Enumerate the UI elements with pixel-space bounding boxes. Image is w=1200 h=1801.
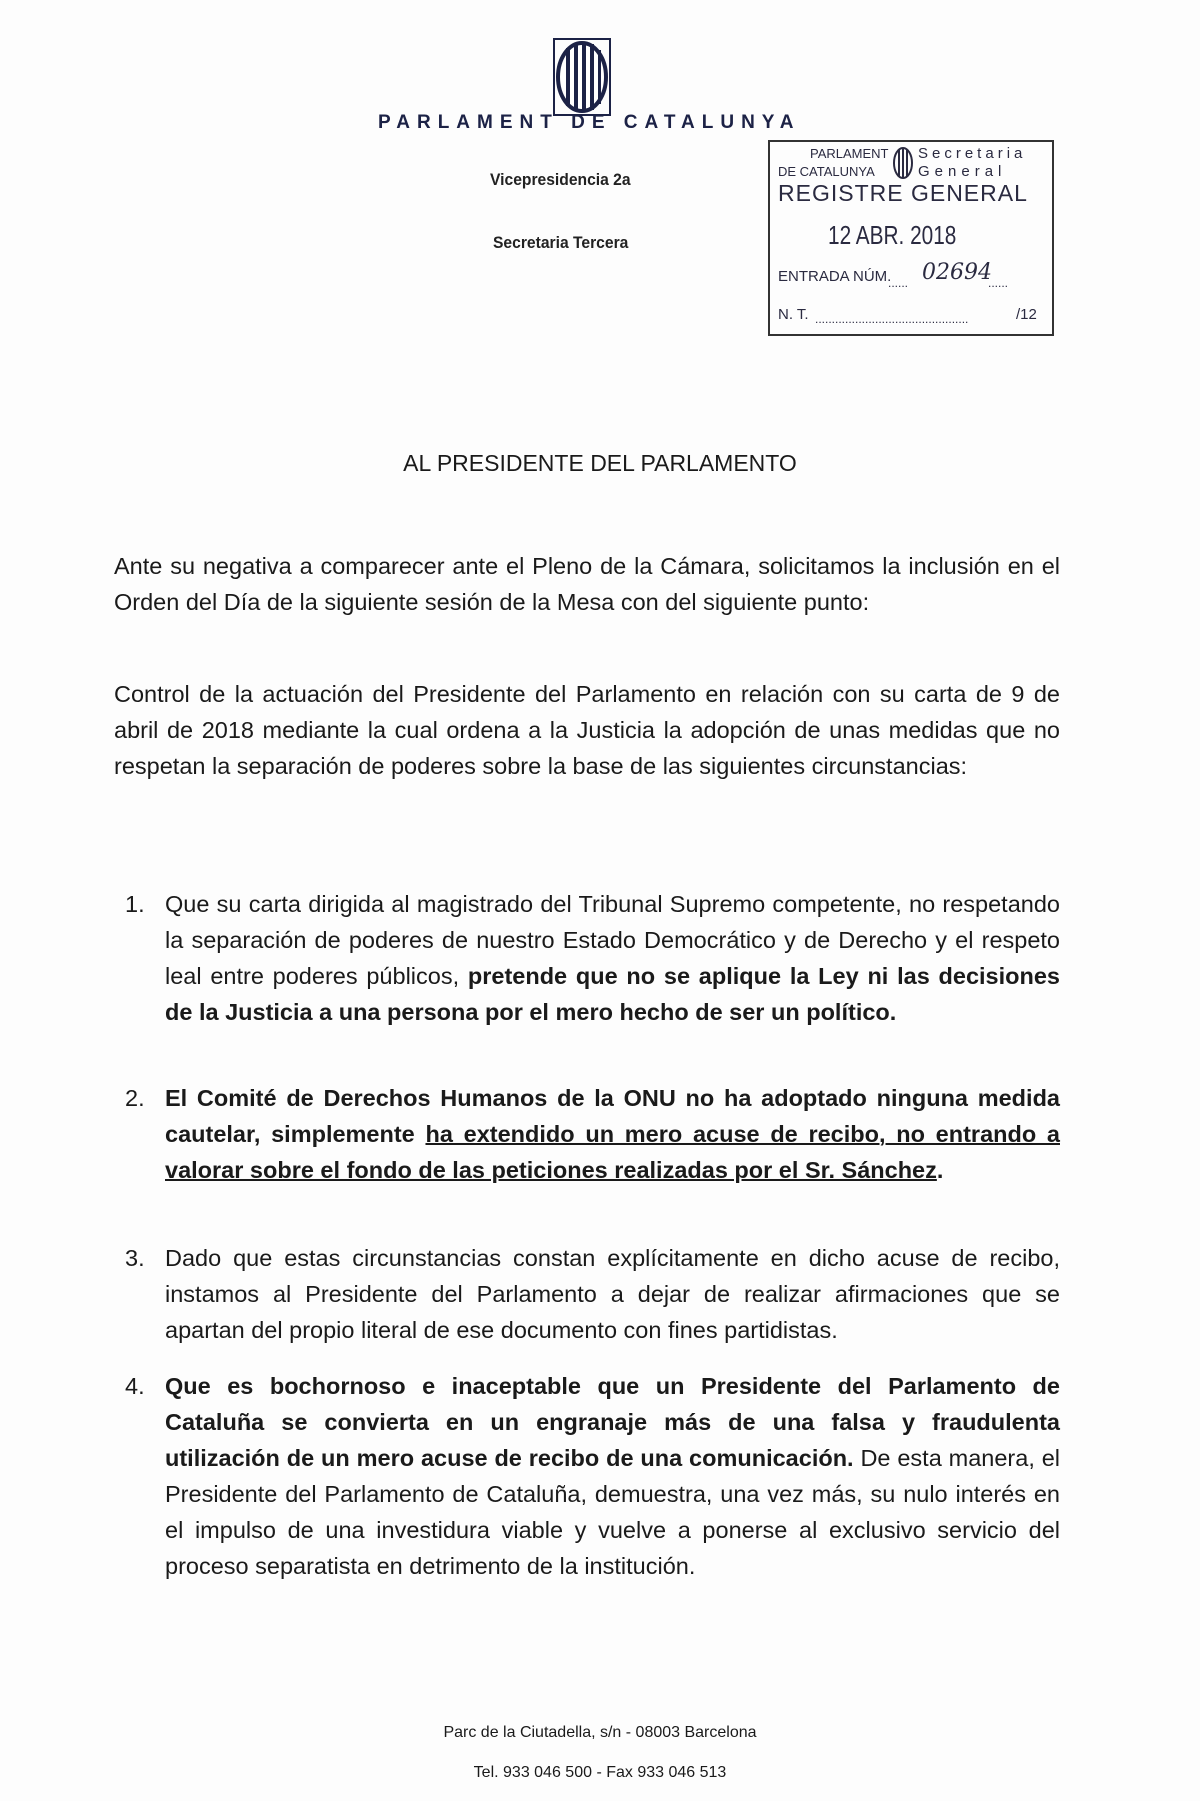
stamp-date: 12 ABR. 2018 xyxy=(828,220,957,250)
item-number: 1. xyxy=(125,891,145,917)
item-underlined-text: ha extendido un mero acuse de recibo, no entrando a valorar sobre el fondo de las peticiones realizadas por el Sr. Sánchez xyxy=(165,1121,1060,1183)
list-item xyxy=(125,886,1060,1030)
item-bold-text: Que es bochornoso e inaceptable que un Presidente del Parlamento de Cataluña se convierta en un engranaje más de una falsa y fraudulenta utilización de un mero acuse de recibo de una comunicación. xyxy=(165,1373,1060,1471)
organization-name: PARLAMENT DE CATALUNYA xyxy=(378,112,801,133)
item-number: 3. xyxy=(125,1245,145,1271)
subject-paragraph: Control de la actuación del Presidente del Parlamento en relación con su carta de 9 de abril de 2018 mediante la cual ordena a la Justicia la adopción de unas medidas que no respetan la separación de poderes sobre la base de las siguientes circunstancias: xyxy=(114,681,1060,779)
stamp-org-line2: DE CATALUNYA xyxy=(778,164,875,179)
stamp-nt-suffix: /12 xyxy=(1016,306,1037,323)
item-text: Dado que estas circunstancias constan explícitamente en dicho acuse de recibo, instamos al Presidente del Parlamento a dejar de realizar afirmaciones que se apartan del propio literal de ese documento con fines partidistas. xyxy=(165,1245,1060,1343)
stamp-org-line1: PARLAMENT xyxy=(810,146,889,161)
item-text: Que su carta dirigida al magistrado del Tribunal Supremo competente, no respetando la separación de poderes de nuestro Estado Democrático y de Derecho y el respeto leal entre poderes públicos, xyxy=(165,891,1060,989)
stamp-sec-line1: Secretaria xyxy=(918,145,1027,162)
stamp-logo-icon xyxy=(892,146,914,180)
stamp-nt-label: N. T. xyxy=(778,306,809,323)
department-vicepresidencia: Vicepresidencia 2a xyxy=(490,170,631,189)
list-item xyxy=(125,1080,1060,1188)
registry-stamp: PARLAMENT DE CATALUNYA Secretaria General REGISTRE GENERAL 12 ABR. 2018 ENTRADA NÚM. ...... 02694 ...... N. T. .............................................. /12 xyxy=(768,140,1054,336)
list-item xyxy=(125,1240,1060,1348)
item-number: 2. xyxy=(125,1085,145,1111)
stamp-sec-line2: General xyxy=(918,163,1007,180)
department-secretaria: Secretaria Tercera xyxy=(493,233,629,252)
footer-phone: Tel. 933 046 500 - Fax 933 046 513 xyxy=(473,1764,727,1781)
stamp-entry-label: ENTRADA NÚM. xyxy=(778,268,892,285)
footer-address: Parc de la Ciutadella, s/n - 08003 Barcelona xyxy=(443,1724,757,1741)
item-end: . xyxy=(936,1157,944,1183)
item-number: 4. xyxy=(125,1373,145,1399)
intro-paragraph: Ante su negativa a comparecer ante el Pleno de la Cámara, solicitamos la inclusión en el Orden del Día de la siguiente sesión de la Mesa con del siguiente punto: xyxy=(114,553,1060,615)
list-item xyxy=(125,1368,1061,1584)
parliament-logo xyxy=(553,38,611,116)
item-text: De esta manera, el Presidente del Parlamento de Cataluña, demuestra, una vez más, su nulo interés en el impulso de una investidura viable y vuelve a ponerse al exclusivo servicio del proceso separatista en detrimento de la institución. xyxy=(165,1445,1061,1579)
item-bold-text: pretende que no se aplique la Ley ni las decisiones de la Justicia a una persona por el mero hecho de ser un político. xyxy=(165,963,1060,1025)
item-bold-text: El Comité de Derechos Humanos de la ONU no ha adoptado ninguna medida cautelar, simplemente xyxy=(165,1085,1060,1147)
document-title: AL PRESIDENTE DEL PARLAMENTO xyxy=(403,450,797,476)
stamp-entry-number: 02694 xyxy=(922,260,992,285)
stamp-title: REGISTRE GENERAL xyxy=(778,180,1028,206)
